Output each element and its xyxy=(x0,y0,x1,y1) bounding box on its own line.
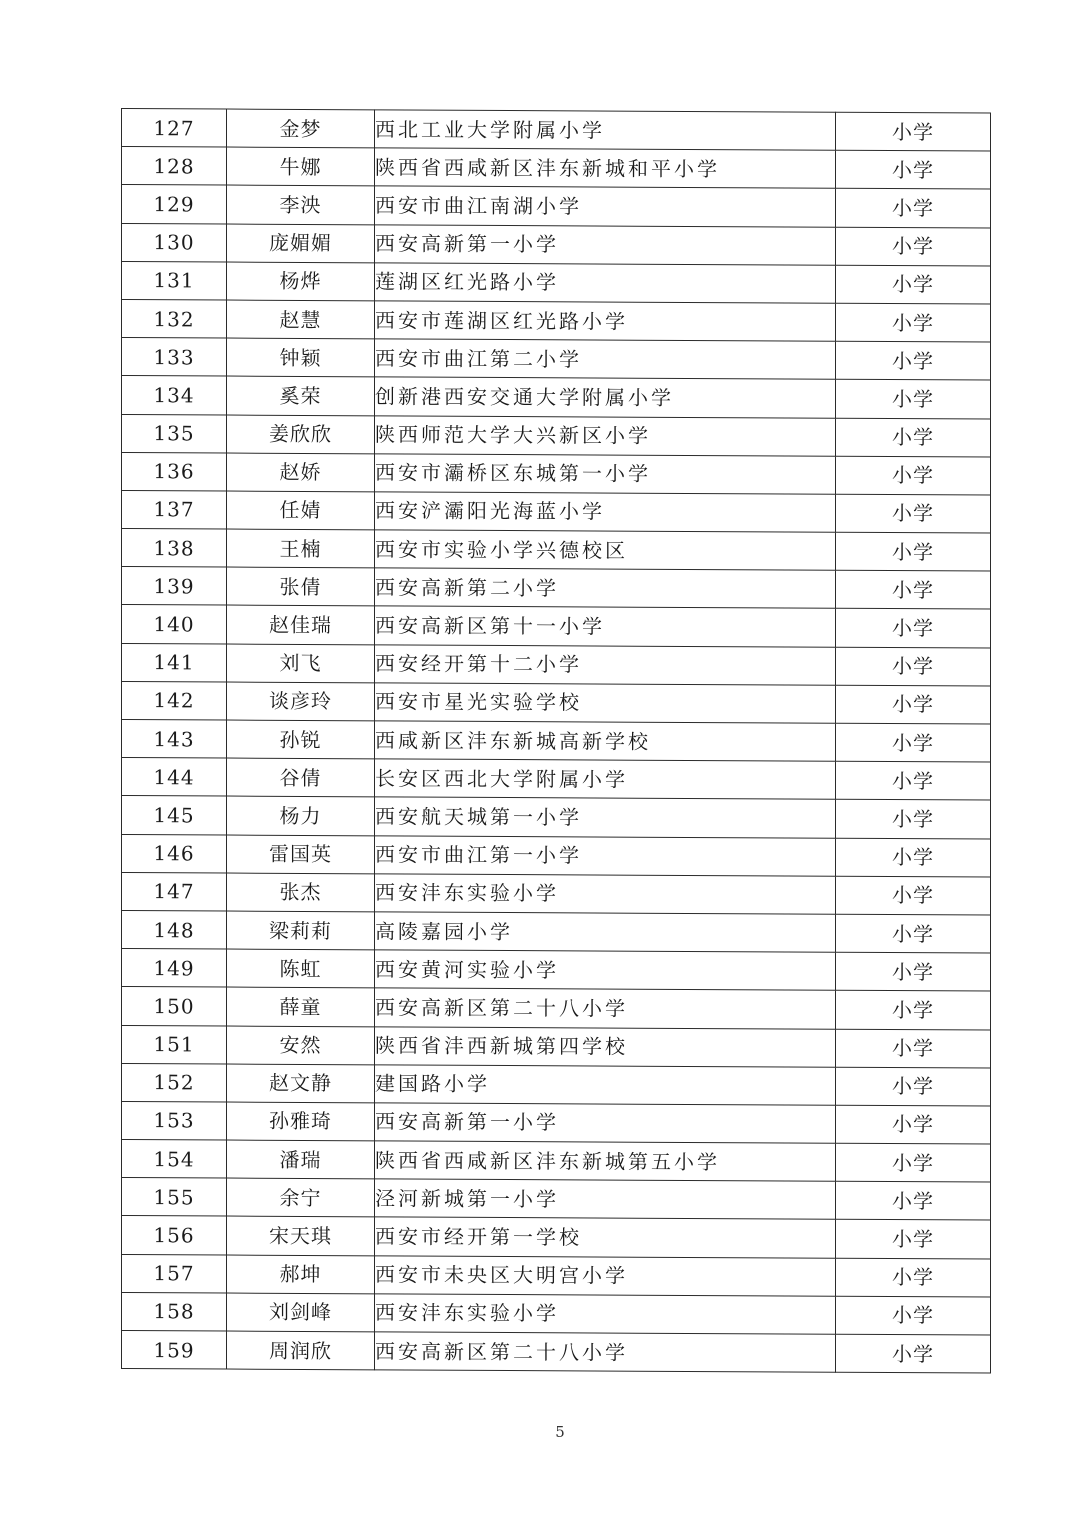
table-row xyxy=(122,796,991,839)
table-row xyxy=(122,261,991,304)
school-level-cell: 小学 xyxy=(836,227,991,266)
teacher-name-cell: 赵佳瑞 xyxy=(227,605,375,644)
school-level-cell: 小学 xyxy=(836,1143,991,1182)
school-name-cell: 西安沣东实验小学 xyxy=(375,1294,836,1335)
school-name-cell: 西咸新区沣东新城高新学校 xyxy=(375,721,836,762)
row-number-cell: 151 xyxy=(122,1025,227,1064)
table-row xyxy=(122,758,991,801)
row-number-cell: 146 xyxy=(122,834,227,873)
school-name-cell: 泾河新城第一小学 xyxy=(375,1179,836,1220)
teacher-name-cell: 刘飞 xyxy=(227,644,375,683)
table-row xyxy=(122,223,991,266)
teacher-name-cell: 雷国英 xyxy=(227,835,375,874)
row-number-cell: 148 xyxy=(122,910,227,949)
table-row xyxy=(122,1063,991,1106)
teacher-name-cell: 梁莉莉 xyxy=(227,911,375,950)
school-level-cell: 小学 xyxy=(836,494,991,533)
row-number-cell: 135 xyxy=(122,414,227,453)
school-level-cell: 小学 xyxy=(836,1181,991,1220)
school-name-cell: 陕西师范大学大兴新区小学 xyxy=(375,415,836,456)
teacher-name-cell: 张倩 xyxy=(227,567,375,606)
table-row xyxy=(122,185,991,228)
teacher-name-cell: 孙雅琦 xyxy=(227,1102,375,1141)
row-number-cell: 144 xyxy=(122,758,227,797)
row-number-cell: 134 xyxy=(122,376,227,415)
row-number-cell: 152 xyxy=(122,1063,227,1102)
row-number-cell: 128 xyxy=(122,147,227,186)
school-level-cell: 小学 xyxy=(836,761,991,800)
school-name-cell: 长安区西北大学附属小学 xyxy=(375,759,836,800)
school-name-cell: 创新港西安交通大学附属小学 xyxy=(375,377,836,418)
school-name-cell: 西安经开第十二小学 xyxy=(375,644,836,685)
teacher-name-cell: 张杰 xyxy=(227,873,375,912)
table-row xyxy=(122,529,991,572)
row-number-cell: 129 xyxy=(122,185,227,224)
school-name-cell: 西安市曲江南湖小学 xyxy=(375,186,836,227)
school-name-cell: 陕西省西咸新区沣东新城和平小学 xyxy=(375,148,836,189)
teacher-name-cell: 薛童 xyxy=(227,987,375,1026)
table-row xyxy=(122,1254,991,1297)
table-row xyxy=(122,490,991,533)
row-number-cell: 155 xyxy=(122,1178,227,1217)
teacher-name-cell: 周润欣 xyxy=(227,1331,375,1370)
table-row xyxy=(122,834,991,877)
row-number-cell: 157 xyxy=(122,1254,227,1293)
school-name-cell: 西安航天城第一小学 xyxy=(375,797,836,838)
school-level-cell: 小学 xyxy=(836,532,991,571)
row-number-cell: 137 xyxy=(122,490,227,529)
table-row xyxy=(122,872,991,915)
teacher-name-cell: 钟颖 xyxy=(227,338,375,377)
table-row xyxy=(122,949,991,992)
table-row xyxy=(122,567,991,610)
row-number-cell: 149 xyxy=(122,949,227,988)
table-row xyxy=(122,147,991,190)
row-number-cell: 142 xyxy=(122,681,227,720)
table-row xyxy=(122,1331,991,1374)
school-name-cell: 西安市曲江第二小学 xyxy=(375,339,836,380)
row-number-cell: 156 xyxy=(122,1216,227,1255)
row-number-cell: 147 xyxy=(122,872,227,911)
school-name-cell: 西安高新第一小学 xyxy=(375,224,836,265)
school-level-cell: 小学 xyxy=(836,1258,991,1297)
school-name-cell: 西安高新区第二十八小学 xyxy=(375,988,836,1029)
row-number-cell: 141 xyxy=(122,643,227,682)
teacher-name-cell: 庞媚媚 xyxy=(227,224,375,263)
teacher-name-cell: 奚荣 xyxy=(227,376,375,415)
teacher-name-cell: 任婧 xyxy=(227,491,375,530)
teacher-name-cell: 杨烨 xyxy=(227,262,375,301)
school-name-cell: 西安沣东实验小学 xyxy=(375,874,836,915)
teacher-name-cell: 姜欣欣 xyxy=(227,415,375,454)
teacher-name-cell: 余宁 xyxy=(227,1178,375,1217)
table-row xyxy=(122,720,991,763)
school-level-cell: 小学 xyxy=(836,1220,991,1259)
row-number-cell: 130 xyxy=(122,223,227,262)
school-level-cell: 小学 xyxy=(836,380,991,419)
school-name-cell: 西安高新区第二十八小学 xyxy=(375,1332,836,1373)
school-level-cell: 小学 xyxy=(836,456,991,495)
teacher-name-cell: 潘瑞 xyxy=(227,1140,375,1179)
school-level-cell: 小学 xyxy=(836,418,991,457)
page-number: 5 xyxy=(555,1423,565,1441)
school-name-cell: 西安黄河实验小学 xyxy=(375,950,836,991)
row-number-cell: 154 xyxy=(122,1140,227,1179)
school-name-cell: 西安市经开第一学校 xyxy=(375,1217,836,1258)
school-level-cell: 小学 xyxy=(836,112,991,151)
table-row xyxy=(122,338,991,381)
teacher-name-cell: 刘剑峰 xyxy=(227,1293,375,1332)
school-level-cell: 小学 xyxy=(836,800,991,839)
roster-table-body xyxy=(122,109,991,1374)
school-level-cell: 小学 xyxy=(836,1105,991,1144)
table-row xyxy=(122,109,991,152)
school-name-cell: 西安市实验小学兴德校区 xyxy=(375,530,836,571)
row-number-cell: 136 xyxy=(122,452,227,491)
school-name-cell: 陕西省西咸新区沣东新城第五小学 xyxy=(375,1141,836,1182)
table-row xyxy=(122,1140,991,1183)
school-level-cell: 小学 xyxy=(836,341,991,380)
row-number-cell: 145 xyxy=(122,796,227,835)
school-name-cell: 陕西省沣西新城第四学校 xyxy=(375,1026,836,1067)
school-name-cell: 西安市灞桥区东城第一小学 xyxy=(375,454,836,495)
teacher-name-cell: 谷倩 xyxy=(227,758,375,797)
teacher-name-cell: 安然 xyxy=(227,1026,375,1065)
roster-table xyxy=(121,108,991,1374)
school-level-cell: 小学 xyxy=(836,1029,991,1068)
school-name-cell: 西安高新第一小学 xyxy=(375,1103,836,1144)
table-row xyxy=(122,987,991,1030)
table-row xyxy=(122,1216,991,1259)
school-name-cell: 西北工业大学附属小学 xyxy=(375,110,836,151)
school-level-cell: 小学 xyxy=(836,1334,991,1373)
table-row xyxy=(122,643,991,686)
table-row xyxy=(122,681,991,724)
school-name-cell: 西安高新区第十一小学 xyxy=(375,606,836,647)
teacher-name-cell: 赵慧 xyxy=(227,300,375,339)
row-number-cell: 140 xyxy=(122,605,227,644)
teacher-name-cell: 赵文静 xyxy=(227,1064,375,1103)
school-name-cell: 建国路小学 xyxy=(375,1065,836,1106)
teacher-name-cell: 王楠 xyxy=(227,529,375,568)
table-row xyxy=(122,414,991,457)
teacher-name-cell: 李泱 xyxy=(227,185,375,224)
school-level-cell: 小学 xyxy=(836,303,991,342)
teacher-name-cell: 宋天琪 xyxy=(227,1216,375,1255)
row-number-cell: 138 xyxy=(122,529,227,568)
school-level-cell: 小学 xyxy=(836,952,991,991)
row-number-cell: 131 xyxy=(122,261,227,300)
teacher-name-cell: 金梦 xyxy=(227,109,375,148)
school-level-cell: 小学 xyxy=(836,876,991,915)
row-number-cell: 158 xyxy=(122,1292,227,1331)
table-row xyxy=(122,1178,991,1221)
school-level-cell: 小学 xyxy=(836,189,991,228)
school-level-cell: 小学 xyxy=(836,1296,991,1335)
table-row xyxy=(122,376,991,419)
school-level-cell: 小学 xyxy=(836,150,991,189)
row-number-cell: 132 xyxy=(122,299,227,338)
teacher-name-cell: 牛娜 xyxy=(227,147,375,186)
table-row xyxy=(122,605,991,648)
table-row xyxy=(122,1292,991,1335)
school-level-cell: 小学 xyxy=(836,647,991,686)
school-level-cell: 小学 xyxy=(836,1067,991,1106)
school-name-cell: 莲湖区红光路小学 xyxy=(375,263,836,304)
row-number-cell: 150 xyxy=(122,987,227,1026)
table-row xyxy=(122,1025,991,1068)
school-level-cell: 小学 xyxy=(836,723,991,762)
row-number-cell: 143 xyxy=(122,720,227,759)
teacher-name-cell: 杨力 xyxy=(227,796,375,835)
school-name-cell: 西安浐灞阳光海蓝小学 xyxy=(375,492,836,533)
teacher-name-cell: 陈虹 xyxy=(227,949,375,988)
school-level-cell: 小学 xyxy=(836,685,991,724)
school-level-cell: 小学 xyxy=(836,838,991,877)
school-name-cell: 西安市莲湖区红光路小学 xyxy=(375,301,836,342)
school-level-cell: 小学 xyxy=(836,265,991,304)
table-row xyxy=(122,910,991,953)
teacher-name-cell: 孙锐 xyxy=(227,720,375,759)
row-number-cell: 139 xyxy=(122,567,227,606)
row-number-cell: 127 xyxy=(122,109,227,148)
table-row xyxy=(122,1101,991,1144)
school-level-cell: 小学 xyxy=(836,991,991,1030)
teacher-name-cell: 赵娇 xyxy=(227,453,375,492)
row-number-cell: 159 xyxy=(122,1331,227,1370)
row-number-cell: 133 xyxy=(122,338,227,377)
school-level-cell: 小学 xyxy=(836,914,991,953)
school-name-cell: 西安市未央区大明宫小学 xyxy=(375,1255,836,1296)
school-level-cell: 小学 xyxy=(836,609,991,648)
school-level-cell: 小学 xyxy=(836,570,991,609)
row-number-cell: 153 xyxy=(122,1101,227,1140)
school-name-cell: 西安市星光实验学校 xyxy=(375,683,836,724)
school-name-cell: 西安市曲江第一小学 xyxy=(375,835,836,876)
teacher-name-cell: 谈彦玲 xyxy=(227,682,375,721)
school-name-cell: 高陵嘉园小学 xyxy=(375,912,836,953)
teacher-name-cell: 郝坤 xyxy=(227,1255,375,1294)
table-row xyxy=(122,299,991,342)
table-row xyxy=(122,452,991,495)
school-name-cell: 西安高新第二小学 xyxy=(375,568,836,609)
